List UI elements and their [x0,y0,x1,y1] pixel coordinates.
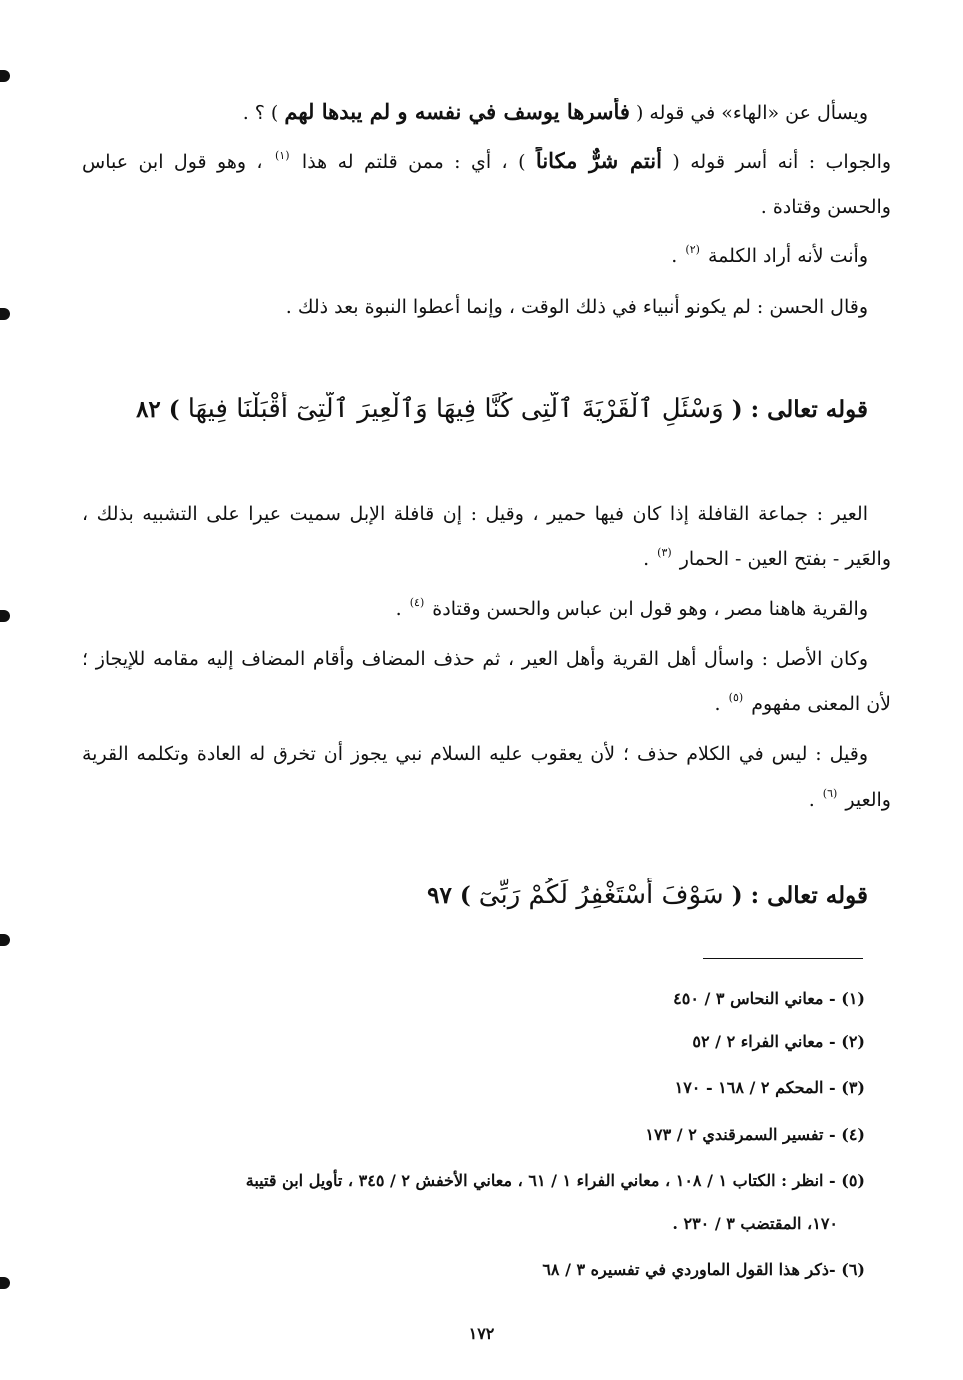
scan-mark [0,934,10,946]
page-number: ١٧٢ [468,1324,495,1343]
quran-verse: وَسْئَلِ ٱلْقَرْيَةَ ٱلَّتِى كُنَّا فِيهَا وَٱلْعِيرَ ٱلَّتِىٓ أَقْبَلْنَا فِيهَا [187,394,724,424]
footnote-ref: (٢) [685,243,700,256]
text-line-12: والعير $^{(٦)}$ . [808,787,891,811]
scan-mark [0,610,10,622]
scan-mark [0,1277,10,1289]
footnote-2: (٢) - معاني الفراء ٢ / ٥٢ [692,1032,865,1051]
verse-heading-82: قوله تعالى : ( وَسْئَلِ ٱلْقَرْيَةَ ٱلَّتِى كُنَّا فِيهَا وَٱلْعِيرَ ٱلَّتِىٓ أَقْبَلْنَا فِيهَا ) ٨٢ [136,394,868,424]
text-line-8: والقرية هاهنا مصر ، وهو قول ابن عباس والحسن وقتادة $^{(٤)}$ . [395,596,868,620]
text-line-9: وكان الأصل : واسأل أهل القرية وأهل العير ، ثم حذف المضاف وأقام المضاف إليه مقامه للإيجاز ؛ [82,648,868,670]
footnote-ref: (٣) [657,546,672,559]
footnote-5-continued: ١٧٠، المقتضب ٣ / ٢٣٠ . [672,1214,838,1233]
footnote-6: (٦) -ذكر هذا القول الماوردي في تفسيره ٣ / ٦٨ [542,1260,865,1279]
text-line-10: لأن المعنى مفهوم $^{(٥)}$ . [714,691,891,715]
quran-quote: أنتم شرٌّ مكاناً [535,148,662,173]
text-line-6: العير : جماعة القافلة إذا كان فيها حمير ، وقيل : إن قافلة الإبل سميت عيرا على التشبيه بذلك ، [82,503,868,525]
text-line-3: والحسن وقتادة . [760,196,891,218]
footnote-1: (١) - معاني النحاس ٣ / ٤٥٠ [673,989,865,1008]
verse-heading-97: قوله تعالى : ( سَوْفَ أَسْتَغْفِرُ لَكُمْ رَبِّىٓ ) ٩٧ [427,880,868,910]
text-line-4: وأنت لأنه أراد الكلمة $^{(٢)}$ . [671,243,868,267]
text-line-1: ويسأل عن «الهاء» في قوله ( فأسرها يوسف في نفسه و لم يبدها لهم ) ؟ . [242,99,868,124]
quran-verse: سَوْفَ أَسْتَغْفِرُ لَكُمْ رَبِّىٓ [478,880,724,910]
text-line-7: والعَير - بفتح العين - الحمار $^{(٣)}$ . [643,546,891,570]
footnote-ref: (٤) [409,596,425,609]
footnote-separator [703,958,863,959]
text-line-5: وقال الحسن : لم يكونو أنبياء في ذلك الوقت ، وإنما أعطوا النبوة بعد ذلك . [285,296,868,318]
quran-quote: فأسرها يوسف في نفسه و لم يبدها لهم [284,99,630,124]
footnote-5: (٥) - انظر : الكتاب ١ / ١٠٨ ، معاني الفراء ١ / ٦١ ، معاني الأخفش ٢ / ٣٤٥ ، تأويل ابن قتيبة [245,1171,865,1190]
footnote-ref: (١) [274,149,290,162]
footnote-ref: (٥) [728,691,744,704]
footnote-ref: (٦) [822,787,838,800]
text-line-11: وقيل : ليس في الكلام حذف ؛ لأن يعقوب عليه السلام نبي يجوز أن تخرق له العادة وتكلمه القرية [82,743,868,765]
text-line-2: والجواب : أنه أسر قوله ( أنتم شرٌّ مكاناً ) ، أي : ممن قلتم له هذا $^{(١)}$ ، وهو قول ابن عباس [82,148,891,173]
footnote-4: (٤) - تفسير السمرقندي ٢ / ١٧٣ [645,1125,865,1144]
scan-mark [0,70,10,82]
footnote-3: (٣) - المحكم ٢ / ١٦٨ - ١٧٠ [674,1078,865,1097]
scan-mark [0,308,10,320]
